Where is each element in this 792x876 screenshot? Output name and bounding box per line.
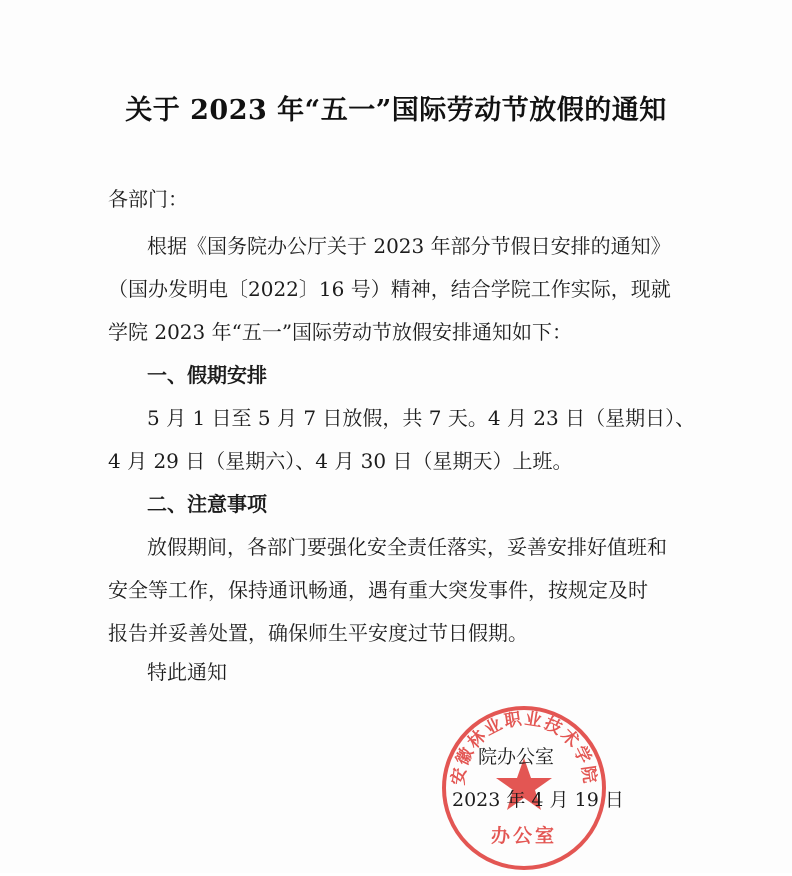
section-line: 报告并妥善处置，确保师生平安度过节日假期。 bbox=[108, 621, 528, 645]
intro-line: 根据《国务院办公厅关于 2023 年部分节假日安排的通知》 bbox=[147, 234, 671, 258]
seal-outer-text: 安徽林业职业技术学院 bbox=[448, 709, 600, 787]
intro-line: （国办发明电〔2022〕16 号）精神，结合学院工作实际，现就 bbox=[108, 277, 671, 301]
signature-office: 院办公室 bbox=[478, 746, 555, 768]
section-line: 放假期间，各部门要强化安全责任落实，妥善安排好值班和 bbox=[147, 535, 667, 559]
salutation: 各部门： bbox=[108, 187, 188, 211]
intro-line: 学院 2023 年“五一”国际劳动节放假安排通知如下： bbox=[108, 320, 573, 344]
section-line: 5 月 1 日至 5 月 7 日放假，共 7 天。4 月 23 日（星期日）、 bbox=[147, 406, 696, 430]
seal-inner-text: 办公室 bbox=[490, 825, 558, 847]
signature-date: 2023 年 4 月 19 日 bbox=[452, 789, 624, 811]
section-heading-holiday: 一、假期安排 bbox=[147, 363, 267, 387]
document-title: 关于 2023 年“五一”国际劳动节放假的通知 bbox=[125, 95, 667, 126]
section-line: 4 月 29 日（星期六）、4 月 30 日（星期天）上班。 bbox=[108, 449, 573, 473]
section-heading-notes: 二、注意事项 bbox=[147, 492, 267, 516]
section-line: 安全等工作，保持通讯畅通，遇有重大突发事件，按规定及时 bbox=[108, 578, 648, 602]
closing-text: 特此通知 bbox=[147, 660, 227, 684]
